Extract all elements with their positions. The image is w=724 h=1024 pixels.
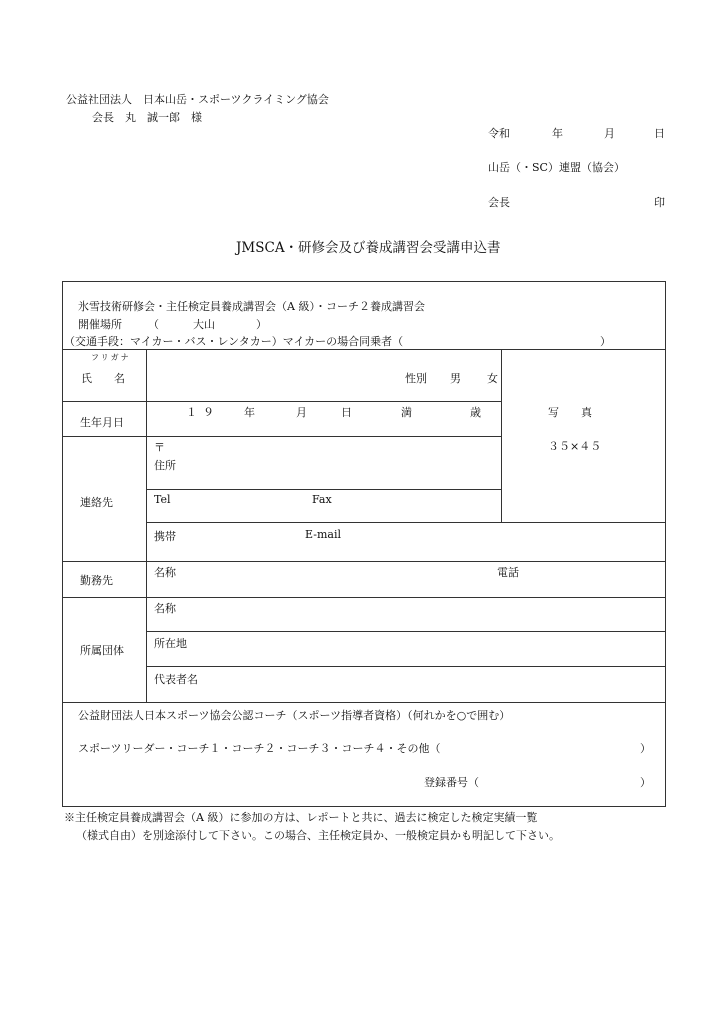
federation-label: 山岳（・SC）連盟（協会） bbox=[488, 161, 625, 174]
venue-close-paren: ） bbox=[256, 318, 267, 331]
contact-label: 連絡先 bbox=[80, 496, 113, 509]
org-rep-label: 代表者名 bbox=[154, 673, 198, 686]
email-label: E-mail bbox=[305, 528, 341, 541]
addressee: 会長 丸 誠一郎 様 bbox=[92, 111, 202, 124]
tel-label: Tel bbox=[154, 493, 171, 506]
date-day-label: 日 bbox=[654, 127, 665, 140]
date-year-label: 年 bbox=[552, 127, 563, 140]
org-name-label: 名称 bbox=[154, 602, 176, 615]
dob-day-label: 日 bbox=[341, 406, 352, 419]
transport-close-paren: ） bbox=[600, 335, 611, 348]
mobile-label: 携帯 bbox=[154, 530, 176, 543]
date-month-label: 月 bbox=[604, 127, 615, 140]
date-era: 令和 bbox=[488, 127, 510, 140]
venue-label: 開催場所 bbox=[78, 318, 122, 331]
furigana-label: フリガナ bbox=[91, 353, 131, 362]
registration-label: 登録番号（ bbox=[424, 776, 479, 789]
fax-label: Fax bbox=[312, 493, 332, 506]
dob-month-label: 月 bbox=[296, 406, 307, 419]
transport-line: （交通手段：マイカー・バス・レンタカー）マイカーの場合同乗者（ bbox=[64, 335, 404, 348]
note-line-2: （様式自由）を別途添付して下さい。この場合、主任検定員か、一般検定員かも明記して下さい。 bbox=[76, 829, 560, 842]
dob-era-year: １９ bbox=[186, 406, 220, 419]
work-name-label: 名称 bbox=[154, 566, 176, 579]
venue-value: 大山 bbox=[193, 318, 215, 331]
course-line: 氷雪技術研修会・主任検定員養成講習会（A 級）・コーチ２養成講習会 bbox=[78, 300, 425, 313]
dob-year-label: 年 bbox=[244, 406, 255, 419]
registration-close-paren: ） bbox=[640, 776, 651, 789]
gender-female: 女 bbox=[487, 372, 498, 385]
venue-open-paren: （ bbox=[148, 318, 159, 331]
cert-line: 公益財団法人日本スポーツ協会公認コーチ（スポーツ指導者資格）（何れかを○で囲む） bbox=[78, 709, 511, 722]
cert-options: スポーツリーダー・コーチ１・コーチ２・コーチ３・コーチ４・その他（ bbox=[78, 742, 441, 755]
name-label: 氏 名 bbox=[81, 372, 125, 385]
photo-label: 写 真 bbox=[548, 406, 592, 419]
address-label: 住所 bbox=[154, 459, 176, 472]
seal-label: 印 bbox=[654, 196, 665, 209]
chair-label: 会長 bbox=[488, 196, 510, 209]
gender-male: 男 bbox=[450, 372, 461, 385]
age-unit-label: 歳 bbox=[470, 406, 481, 419]
postal-mark: 〒 bbox=[154, 441, 165, 454]
photo-size: ３５×４５ bbox=[548, 440, 602, 453]
gender-label: 性別 bbox=[405, 372, 427, 385]
work-phone-label: 電話 bbox=[497, 566, 519, 579]
org-location-label: 所在地 bbox=[154, 637, 187, 650]
work-label: 勤務先 bbox=[80, 574, 113, 587]
org-label: 所属団体 bbox=[80, 644, 124, 657]
org-name: 公益社団法人 日本山岳・スポーツクライミング協会 bbox=[66, 93, 329, 106]
age-full-label: 満 bbox=[401, 406, 412, 419]
dob-label: 生年月日 bbox=[80, 416, 124, 429]
cert-close-paren: ） bbox=[640, 742, 651, 755]
form-title: JMSCA・研修会及び養成講習会受講申込書 bbox=[236, 240, 501, 256]
note-line-1: ※主任検定員養成講習会（A 級）に参加の方は、レポートと共に、過去に検定した検定実績一覧 bbox=[64, 811, 538, 824]
